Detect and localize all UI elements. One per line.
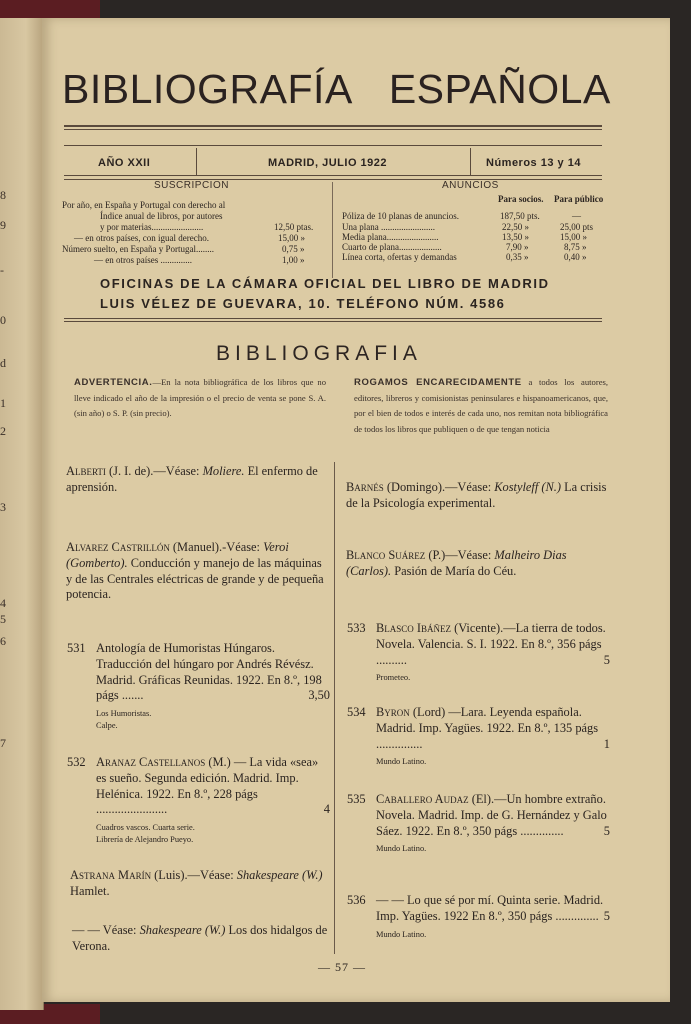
entry-body: (M.) — La vida «sea» es sueño. Segunda edición. Madrid. Imp. Helénica. 1922. En 8.º, 228 págs: [96, 755, 319, 801]
entry-author: Aranaz Castellanos: [96, 755, 206, 769]
entry-author: Blanco Suárez: [346, 548, 426, 562]
notice-advertencia-label: ADVERTENCIA.: [74, 377, 153, 388]
entry-publisher: Librería de Alejandro Pueyo.: [96, 835, 194, 845]
ads-price-public: 25,00 pts: [560, 222, 594, 232]
entry-price: 1: [603, 736, 610, 751]
ads-heading: ANUNCIOS: [442, 180, 499, 191]
prev-page-mark: -: [0, 263, 4, 277]
bib-entry: [67, 641, 330, 732]
bib-entry: [347, 621, 610, 684]
entry-author: Astrana Marín: [70, 868, 152, 882]
bib-entry: [346, 548, 610, 580]
entry-price: 5: [603, 652, 610, 667]
entry-author: Alvarez Castrillón: [66, 540, 170, 554]
offices-line-1: OFICINAS DE LA CÁMARA OFICIAL DEL LIBRO DE MADRID: [100, 276, 550, 291]
meta-rule-bottom-thin: [64, 179, 602, 180]
prev-page-mark: 8: [0, 188, 6, 202]
issue-meta-row: [64, 148, 602, 176]
ads-price-members: 0,35 »: [506, 252, 529, 262]
bib-entry: [66, 540, 328, 603]
entry-body: (Lord) —Lara. Leyenda española. Madrid. Imp. Yagües. 1922. En 8.º, 135 págs: [376, 705, 599, 735]
entry-leader: .......................: [96, 802, 168, 817]
entry-number: 534: [347, 705, 366, 719]
notice-rogamos-text: a todos los autores, editores, libreros y comisionistas peninsulares e hispanoamericanos, que, por el bien de todos e interés de cada uno, nos remitan nota bibliográfica de todos los libros que publiquen o de que tengan noticia: [354, 377, 608, 434]
masthead-word-1: BIBLIOGRAFÍA: [62, 66, 353, 112]
prev-page-mark: d: [0, 356, 6, 370]
prev-page-mark: 7: [0, 736, 6, 750]
binding-top: [0, 0, 100, 20]
entry-author: Caballero Audaz: [376, 792, 469, 806]
ads-col-members: Para socios.: [498, 194, 544, 204]
masthead-rule-thin: [64, 129, 602, 130]
prev-page-mark: 0: [0, 313, 6, 327]
entry-after: Pasión de María do Céu.: [391, 563, 517, 578]
entry-number: 533: [347, 621, 366, 635]
ads-price-public: 0,40 »: [564, 252, 587, 262]
subscription-price: 0,75 »: [282, 244, 305, 254]
subscription-line: — en otros países, con igual derecho.: [74, 233, 209, 243]
journal-page: [42, 18, 670, 1002]
subscription-line: — en otros países ..............: [94, 255, 192, 265]
ads-line: Cuarto de plana...................: [342, 242, 442, 252]
ads-line: Una plana ........................: [342, 222, 435, 232]
previous-page-edge: [0, 18, 44, 1010]
entry-body: — — Véase:: [72, 923, 140, 937]
entry-collection: Cuadros vascos. Cuarta serie.: [96, 823, 195, 833]
entry-price: 3,50: [308, 688, 330, 703]
bib-entry: [347, 705, 610, 768]
entry-reference: Kostyleff (N.): [494, 480, 562, 494]
ads-price-members: 13,50 »: [502, 232, 529, 242]
meta-divider: [196, 148, 197, 176]
prev-page-mark: 3: [0, 500, 6, 514]
meta-rule-top: [64, 145, 602, 146]
subscription-ads-divider: [332, 182, 333, 278]
entry-leader: ..............: [517, 823, 564, 838]
subscription-line: Número suelto, en España y Portugal........: [62, 244, 214, 254]
ads-price-members: 187,50 pts.: [500, 211, 540, 221]
prev-page-mark: 1: [0, 396, 6, 410]
prev-page-mark: 6: [0, 634, 6, 648]
entry-body: (Domingo).—Véase:: [383, 480, 495, 494]
entry-body: (Manuel).-Véase:: [169, 540, 264, 554]
meta-divider: [470, 148, 471, 176]
entry-reference: Shakespeare (W.): [139, 923, 226, 937]
entry-price: 5: [603, 908, 610, 923]
entry-publisher: Mundo Latino.: [376, 757, 427, 767]
ads-col-public: Para público: [554, 194, 604, 204]
entry-leader: ...............: [376, 736, 423, 751]
ads-line: Media plana.......................: [342, 232, 439, 242]
prev-page-mark: 5: [0, 612, 6, 626]
notice-advertencia: [74, 375, 326, 422]
bib-entry: [346, 480, 610, 512]
entry-body: (Vicente).—La tierra de todos. Novela. Valencia. S. I. 1922. En 8.º, 356 págs: [376, 621, 606, 651]
subscription-line: Índice anual de libros, por autores: [100, 211, 223, 221]
page-folio: — 57 —: [318, 960, 366, 974]
entry-body: (J. I. de).—Véase:: [105, 464, 203, 478]
issue-numbers: Números 13 y 14: [486, 157, 581, 169]
notice-advertencia-text: —En la nota bibliográfica de los libros que no lleve indicado el año de la impresión o el precio de venta se pone S. A. (sin año) o S. P. (sin precio).: [74, 377, 326, 419]
notice-rogamos: [354, 375, 608, 437]
entry-reference: Shakespeare (W.): [236, 868, 323, 882]
entry-publisher: Prometeo.: [376, 673, 411, 683]
entry-number: 535: [347, 792, 366, 806]
entry-body: — — Lo que sé por mí. Quinta serie. Madrid. Imp. Yagües. 1922 En 8.º, 350 págs: [376, 893, 604, 923]
entry-publisher: Mundo Latino.: [376, 929, 427, 939]
issue-year: AÑO XXII: [98, 157, 151, 169]
entry-author: Blasco Ibáñez: [376, 621, 451, 635]
ads-price-public: —: [572, 211, 581, 221]
entry-publisher: Mundo Latino.: [376, 844, 427, 854]
entry-reference: Veroi (Gomberto).: [66, 540, 289, 570]
subscription-line: Por año, en España y Portugal con derecho al: [62, 200, 226, 210]
bib-entry: [347, 893, 610, 941]
subscription-price: 1,00 »: [282, 255, 305, 265]
subscription-line: y por materias.......................: [100, 222, 204, 232]
entry-leader: ..........: [376, 652, 407, 667]
masthead-title: [62, 66, 611, 113]
entry-price: 5: [603, 823, 610, 838]
offices-rule: [64, 318, 602, 319]
entry-number: 531: [67, 641, 86, 655]
bib-entry: [66, 464, 328, 496]
entry-after: Los dos hidalgos de Verona.: [72, 923, 328, 953]
entry-collection: Los Humoristas.: [96, 709, 152, 719]
entry-after: El enfermo de aprensión.: [66, 464, 318, 494]
offices-rule-thin: [64, 321, 602, 322]
entry-leader: .......: [118, 688, 144, 703]
bib-entry: [347, 792, 610, 855]
prev-page-mark: 4: [0, 596, 6, 610]
entry-body: (P.)—Véase:: [425, 548, 495, 562]
ads-line: Póliza de 10 planas de anuncios.: [342, 211, 459, 221]
entry-leader: ..............: [552, 908, 599, 923]
ads-line: Línea corta, ofertas y demandas: [342, 252, 457, 262]
entry-number: 536: [347, 893, 366, 907]
entry-after: Conducción y manejo de las máquinas y de las Centrales eléctricas de grande y de pequeña potencia.: [66, 555, 324, 602]
offices-line-2: LUIS VÉLEZ DE GUEVARA, 10. TELÉFONO NÚM. 4586: [100, 296, 506, 311]
entry-body: (El).—Un hombre extraño. Novela. Madrid. Imp. de G. Hernández y Galo Sáez. 1922. En 8.º, 350 págs: [376, 792, 607, 838]
entry-after: Hamlet.: [70, 883, 110, 898]
issue-place-date: MADRID, JULIO 1922: [268, 157, 388, 169]
masthead-rule: [64, 125, 602, 127]
ads-price-members: 7,90 »: [506, 242, 529, 252]
entry-number: 532: [67, 755, 86, 769]
entry-publisher: Calpe.: [96, 721, 118, 731]
notice-rogamos-label: ROGAMOS ENCARECIDAMENTE: [354, 377, 522, 388]
entry-author: Byron: [376, 705, 410, 719]
entry-reference: Malheiro Dias (Carlos).: [346, 548, 567, 578]
prev-page-mark: 2: [0, 424, 6, 438]
subscription-heading: SUSCRIPCION: [154, 180, 229, 191]
section-title: BIBLIOGRAFIA: [216, 342, 422, 365]
entry-body: (Luis).—Véase:: [151, 868, 237, 882]
entry-author: Alberti: [66, 464, 106, 478]
bib-entry: [70, 868, 330, 900]
ads-price-members: 22,50 »: [502, 222, 529, 232]
entry-after: La crisis de la Psicología experimental.: [346, 480, 607, 510]
bib-entry: [72, 923, 334, 955]
entry-body: Antología de Humoristas Húngaros. Traducción del húngaro por Andrés Révész. Madrid. Gráficas Reunidas. 1922. En 8.º, 198 págs: [96, 641, 322, 703]
subscription-price: 15,00 »: [278, 233, 305, 243]
bib-entry: [67, 755, 330, 846]
entry-reference: Moliere.: [202, 464, 245, 478]
subscription-price: 12,50 ptas.: [274, 222, 314, 232]
masthead-word-2: ESPAÑOLA: [388, 66, 611, 112]
meta-rule-bottom: [64, 175, 602, 176]
entry-author: Barnés: [346, 480, 384, 494]
prev-page-mark: 9: [0, 218, 6, 232]
ads-price-public: 15,00 »: [560, 232, 587, 242]
column-divider: [334, 462, 335, 954]
entry-price: 4: [323, 802, 330, 817]
ads-price-public: 8,75 »: [564, 242, 587, 252]
